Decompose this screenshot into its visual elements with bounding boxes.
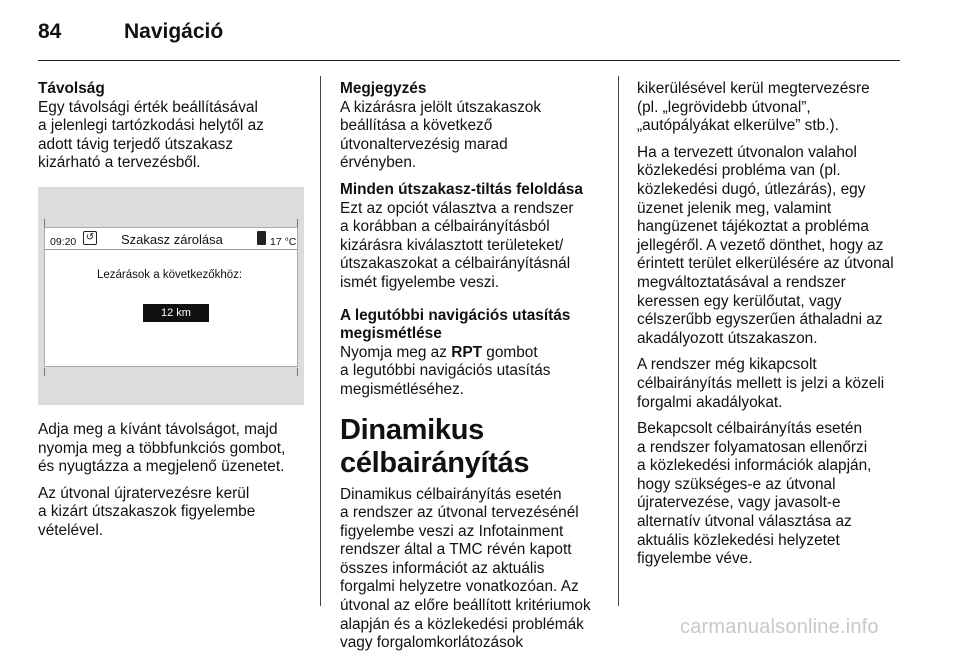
text-fragment: Nyomja meg az: [340, 343, 452, 361]
page-number: 84: [38, 20, 62, 43]
page-header: [38, 20, 223, 46]
rpt-key-label: RPT: [451, 343, 482, 361]
note-heading: Megjegyzés: [340, 80, 427, 97]
infotainment-screen: [44, 227, 298, 367]
paragraph-nearby-traffic: A rendszer még kikapcsolt célbairányítás mellett is jelzi a közeli forgalmi akadályokat.: [637, 356, 885, 411]
text-fragment: gombot a legutóbbi navigációs utasítás megismétléséhez.: [340, 343, 551, 398]
back-icon: ↺: [83, 231, 97, 245]
column-3: [637, 80, 905, 569]
section-heading-dynamic-guidance: Dinamikus célbairányítás: [340, 413, 530, 479]
header-divider: [38, 60, 900, 61]
column-1: [38, 80, 306, 541]
column-2: [340, 80, 608, 653]
corner-mark: [297, 368, 298, 376]
screen-status-bar: [45, 228, 297, 250]
section-heading-distance: Távolság: [38, 80, 105, 97]
screen-label: Lezárások a következőkhöz:: [97, 268, 243, 281]
phone-icon: [257, 231, 266, 245]
distance-value-field[interactable]: 12 km: [143, 304, 209, 322]
note-body: A kizárásra jelölt útszakaszok beállítása a következő útvonaltervezésig marad érvényben.: [340, 98, 542, 172]
watermark: carmanualsonline.info: [680, 616, 879, 638]
section-heading-clear-blocks: Minden útszakasz-tiltás feloldása: [340, 180, 583, 198]
paragraph-distance-intro: Egy távolsági érték beállításával a jelenlegi tartózkodási helytől az adott távig terjedő útszakasz kizárható a tervezésből.: [38, 98, 264, 172]
corner-mark: [44, 368, 45, 376]
screen-figure: [38, 187, 304, 405]
page-title: Navigáció: [124, 20, 224, 43]
corner-mark: [44, 219, 45, 227]
paragraph-repeat: [340, 344, 608, 400]
paragraph-set-distance: Adja meg a kívánt távolságot, majd nyomja meg a többfunkciós gombot, és nyugtázza a megjelenő üzenetet.: [38, 420, 286, 476]
section-heading-repeat: A legutóbbi navigációs utasítás megismétlése: [340, 306, 571, 343]
paragraph-replan: Az útvonal újratervezésre kerül a kizárt útszakaszok figyelembe vételével.: [38, 484, 256, 539]
screen-title: Szakasz zárolása: [121, 231, 223, 247]
corner-mark: [297, 219, 298, 227]
paragraph-active-guidance: Bekapcsolt célbairányítás esetén a rendszer folyamatosan ellenőrzi a közlekedési információk alapján, hogy szükséges-e az útvonal újratervezése, vagy javasolt-e alternatív útvonal választása az aktuális közlekedési helyzetet figyelembe véve.: [637, 420, 872, 568]
screen-temperature: 17 °C: [270, 235, 297, 248]
paragraph-dynamic-guidance: Dinamikus célbairányítás esetén a rendszer az útvonal tervezésénél figyelembe veszi az Infotainment rendszer által a TMC révén kapott összes információt az aktuális forgalmi helyzetre vonatkozóan. Az útvonal az előre beállított kritériumok alapján és a közlekedési problémák vagy forgalomkorlátozások: [340, 485, 591, 652]
paragraph-clear-blocks: Ezt az opciót választva a rendszer a korábban a célbairányításból kizárásra kiválasztott területeket/ útszakaszokat a célbairányításnál ismét figyelembe veszi.: [340, 199, 574, 291]
column-divider-1: [320, 76, 321, 606]
column-divider-2: [618, 76, 619, 606]
paragraph-avoidance: kikerülésével kerül megtervezésre (pl. „legrövidebb útvonal”, „autópályákat elkerülve” stb.).: [637, 80, 870, 135]
screen-time: 09:20: [50, 235, 77, 248]
paragraph-traffic-problem: Ha a tervezett útvonalon valahol közlekedési probléma van (pl. közlekedési dugó, útlezárás), egy üzenet jelenik meg, valamint hangüzenet tájékoztat a probléma jellegéről. A vezető dönthet, hogy az érintett terület elkerülésére az útvonal megváltoztatásával a rendszer keressen egy kerülőutat, vagy célszerűbb egyszerűen áthaladni az akadályozott útszakaszon.: [637, 143, 894, 347]
